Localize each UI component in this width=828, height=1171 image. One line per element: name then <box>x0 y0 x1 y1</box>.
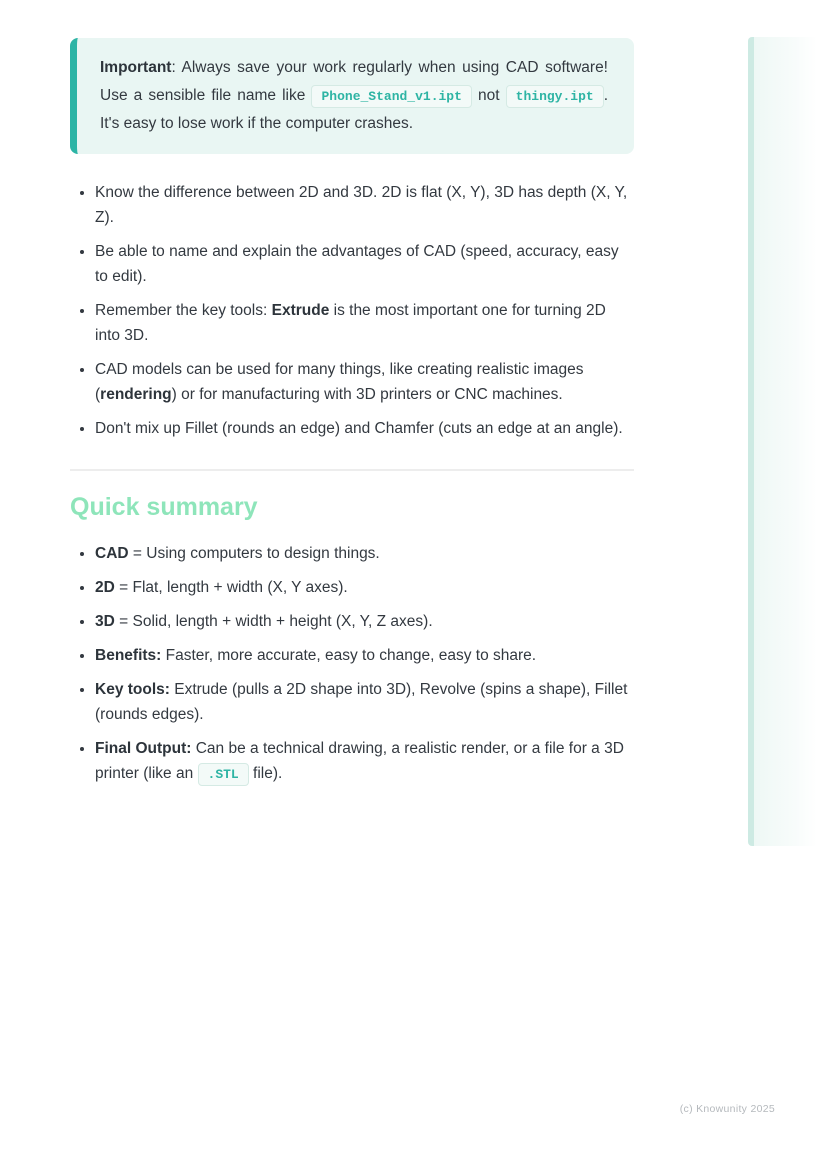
bold-text: Extrude <box>271 302 330 319</box>
section-divider <box>70 469 634 471</box>
inline-code-chip: .STL <box>198 763 249 786</box>
bold-text: Key tools: <box>95 681 170 698</box>
bold-text: Benefits: <box>95 647 162 664</box>
important-callout <box>70 38 634 154</box>
bold-text: 2D <box>95 579 115 596</box>
bold-text: Important <box>100 59 172 76</box>
list-item: • Know the difference between 2D and 3D. 2D is flat (X, Y), 3D has depth (X, Y, Z). <box>95 180 634 230</box>
note-content <box>70 38 634 795</box>
list-item: • Key tools: Extrude (pulls a 2D shape into 3D), Revolve (spins a shape), Fillet (rounds edges). <box>95 677 634 727</box>
list-item: • CAD = Using computers to design things. <box>95 541 634 566</box>
bold-text: 3D <box>95 613 115 630</box>
adjacent-page-edge <box>748 37 828 846</box>
summary-list <box>70 541 634 786</box>
list-item: • 3D = Solid, length + width + height (X, Y, Z axes). <box>95 609 634 634</box>
list-item: • CAD models can be used for many things, like creating realistic images (rendering) or for manufacturing with 3D printers or CNC machines. <box>95 357 634 407</box>
list-item: • Remember the key tools: Extrude is the most important one for turning 2D into 3D. <box>95 298 634 348</box>
footer-credit: (c) Knowunity 2025 <box>679 1103 775 1115</box>
callout-text: Important: Always save your work regularly when using CAD software! Use a sensible file name like Phone_Stand_v1.ipt not thingy.ipt . It's easy to lose work if the computer crashes. <box>100 59 608 132</box>
list-item: • Benefits: Faster, more accurate, easy to change, easy to share. <box>95 643 634 668</box>
inline-code-chip: thingy.ipt <box>506 85 604 108</box>
exam-tips-list <box>70 180 634 441</box>
inline-code-chip: Phone_Stand_v1.ipt <box>311 85 471 108</box>
bold-text: CAD <box>95 545 129 562</box>
bold-text: Final Output: <box>95 740 192 757</box>
list-item: • Be able to name and explain the advantages of CAD (speed, accuracy, easy to edit). <box>95 239 634 289</box>
bold-text: rendering <box>100 386 172 403</box>
list-item: • 2D = Flat, length + width (X, Y axes). <box>95 575 634 600</box>
list-item: • Don't mix up Fillet (rounds an edge) and Chamfer (cuts an edge at an angle). <box>95 416 634 441</box>
list-item: • Final Output: Can be a technical drawing, a realistic render, or a file for a 3D printer (like an .STL file). <box>95 736 634 786</box>
summary-heading: Quick summary <box>70 493 258 521</box>
